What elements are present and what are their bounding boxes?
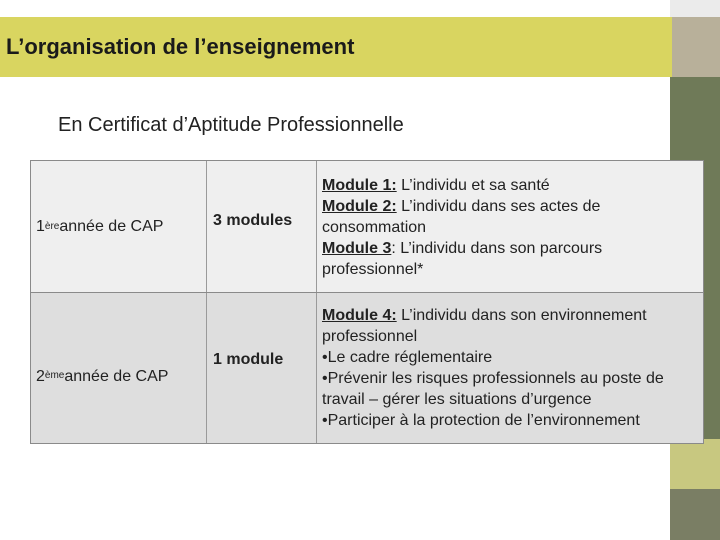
module-line xyxy=(322,305,703,347)
module-text: L’individu et sa santé xyxy=(396,177,550,194)
year-number: 1 xyxy=(36,218,45,235)
module-text: L’individu dans ses actes de consommation xyxy=(322,198,601,236)
year-number: 2 xyxy=(36,367,45,385)
module-line xyxy=(322,238,703,280)
module-text: L’individu dans son environnement professionnel xyxy=(322,307,647,345)
bullet-item: •Participer à la protection de l’environnement xyxy=(322,412,640,429)
table-row xyxy=(31,161,703,293)
slide-title: L’organisation de l’enseignement xyxy=(0,17,672,77)
module-label: Module 4: xyxy=(322,307,397,324)
module-text: : L’individu dans son parcours professionnel* xyxy=(322,240,603,278)
bullet-item: •Prévenir les risques professionnels au poste de travail – gérer les situations d’urgence xyxy=(322,370,664,408)
modules-count-cell xyxy=(206,161,316,292)
year-cell: 2 ème année de CAP xyxy=(36,367,169,385)
side-strip-bottom xyxy=(670,489,720,540)
year-label: année de CAP xyxy=(59,218,164,235)
module-line xyxy=(322,175,703,196)
modules-detail-cell xyxy=(316,161,703,292)
side-strip-title xyxy=(670,17,720,77)
bullet-item: •Le cadre réglementaire xyxy=(322,349,493,366)
side-strip-accent xyxy=(670,439,720,489)
module-line xyxy=(322,196,703,238)
module-label: Module 3 xyxy=(322,240,392,257)
modules-count-cell xyxy=(206,293,316,443)
module-label: Module 1: xyxy=(322,177,397,194)
module-label: Module 2: xyxy=(322,198,397,215)
modules-count: 1 module xyxy=(213,350,284,368)
year-cell: 1 ère année de CAP xyxy=(36,218,164,235)
modules-count: 3 modules xyxy=(213,212,293,229)
modules-detail-cell xyxy=(316,293,703,443)
year-label: année de CAP xyxy=(64,367,169,385)
side-strip-top xyxy=(670,0,720,17)
slide-subtitle: En Certificat d’Aptitude Professionnelle xyxy=(58,114,404,136)
table-row xyxy=(31,293,703,443)
curriculum-table xyxy=(30,160,704,444)
